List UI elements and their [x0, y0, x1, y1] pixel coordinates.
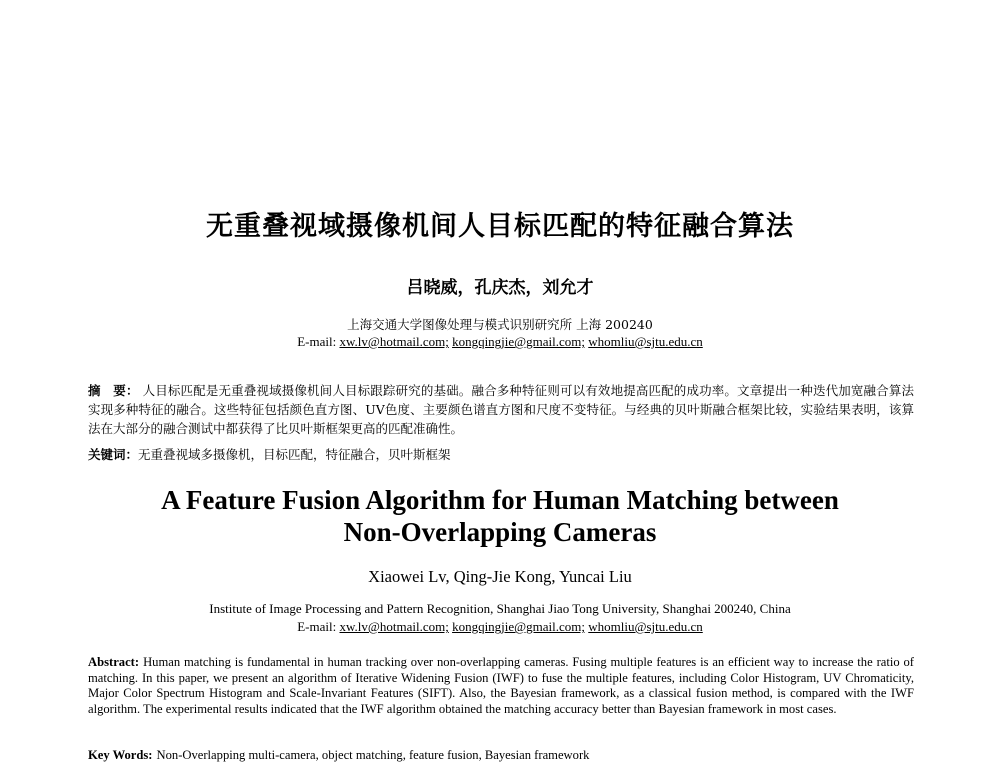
english-abstract — [88, 655, 914, 717]
chinese-keywords-label: 关键词： — [88, 447, 139, 462]
email-link-liu[interactable]: whomliu@sjtu.edu.cn — [588, 334, 703, 349]
english-abstract-text: Human matching is fundamental in human tracking over non-overlapping cameras. Fusing multiple features is an efficient way to increase the ratio of matching. In this paper, we present an algorithm of Iterative Widening Fusion (IWF) to fuse the multiple features, including Color Histogram, UV Chromaticity, Major Color Spectrum Histogram and Scale-Invariant Features (SIFT). Also, the Bayesian framework, as a classical fusion method, is compared with the IWF algorithm. The experimental results indicated that the IWF algorithm obtained the matching accuracy better than Bayesian framework in most cases. — [88, 655, 914, 716]
chinese-abstract-label: 摘 要： — [88, 383, 139, 398]
english-keywords-label: Key Words: — [88, 748, 153, 762]
english-title — [0, 484, 1000, 548]
chinese-title: 无重叠视域摄像机间人目标匹配的特征融合算法 — [206, 211, 794, 242]
email-link-kong[interactable]: kongqingjie@gmail.com; — [452, 619, 585, 634]
chinese-keywords-text: 无重叠视域多摄像机，目标匹配，特征融合，贝叶斯框架 — [138, 447, 451, 462]
english-email-line — [0, 619, 1000, 635]
chinese-abstract — [88, 381, 914, 438]
email-link-lv[interactable]: xw.lv@hotmail.com; — [339, 619, 449, 634]
chinese-authors: 吕晓威，孔庆杰，刘允才 — [406, 278, 594, 298]
chinese-email-line — [0, 334, 1000, 350]
chinese-keywords — [88, 445, 914, 463]
email-label: E-mail: — [297, 334, 337, 349]
english-title-line-2: Non-Overlapping Cameras — [343, 517, 657, 547]
english-keywords — [88, 748, 914, 763]
email-label: E-mail: — [297, 619, 337, 634]
english-authors: Xiaowei Lv, Qing-Jie Kong, Yuncai Liu — [368, 567, 632, 586]
english-title-line-1: A Feature Fusion Algorithm for Human Matching between — [161, 485, 839, 515]
english-abstract-label: Abstract: — [88, 655, 140, 669]
email-link-liu[interactable]: whomliu@sjtu.edu.cn — [588, 619, 703, 634]
english-affiliation: Institute of Image Processing and Pattern Recognition, Shanghai Jiao Tong University, Shanghai 200240, China — [209, 601, 791, 616]
english-keywords-text: Non-Overlapping multi-camera, object matching, feature fusion, Bayesian framework — [156, 748, 590, 762]
email-link-kong[interactable]: kongqingjie@gmail.com; — [452, 334, 585, 349]
email-link-lv[interactable]: xw.lv@hotmail.com; — [339, 334, 449, 349]
chinese-abstract-text: 人目标匹配是无重叠视域摄像机间人目标跟踪研究的基础。融合多种特征则可以有效地提高匹配的成功率。文章提出一种迭代加宽融合算法实现多种特征的融合。这些特征包括颜色直方图、UV色度、主要颜色谱直方图和尺度不变特征。与经典的贝叶斯融合框架比较，实验结果表明，该算法在大部分的融合测试中都获得了比贝叶斯框架更高的匹配准确性。 — [88, 383, 914, 436]
chinese-affiliation: 上海交通大学图像处理与模式识别研究所 上海 200240 — [347, 317, 653, 332]
